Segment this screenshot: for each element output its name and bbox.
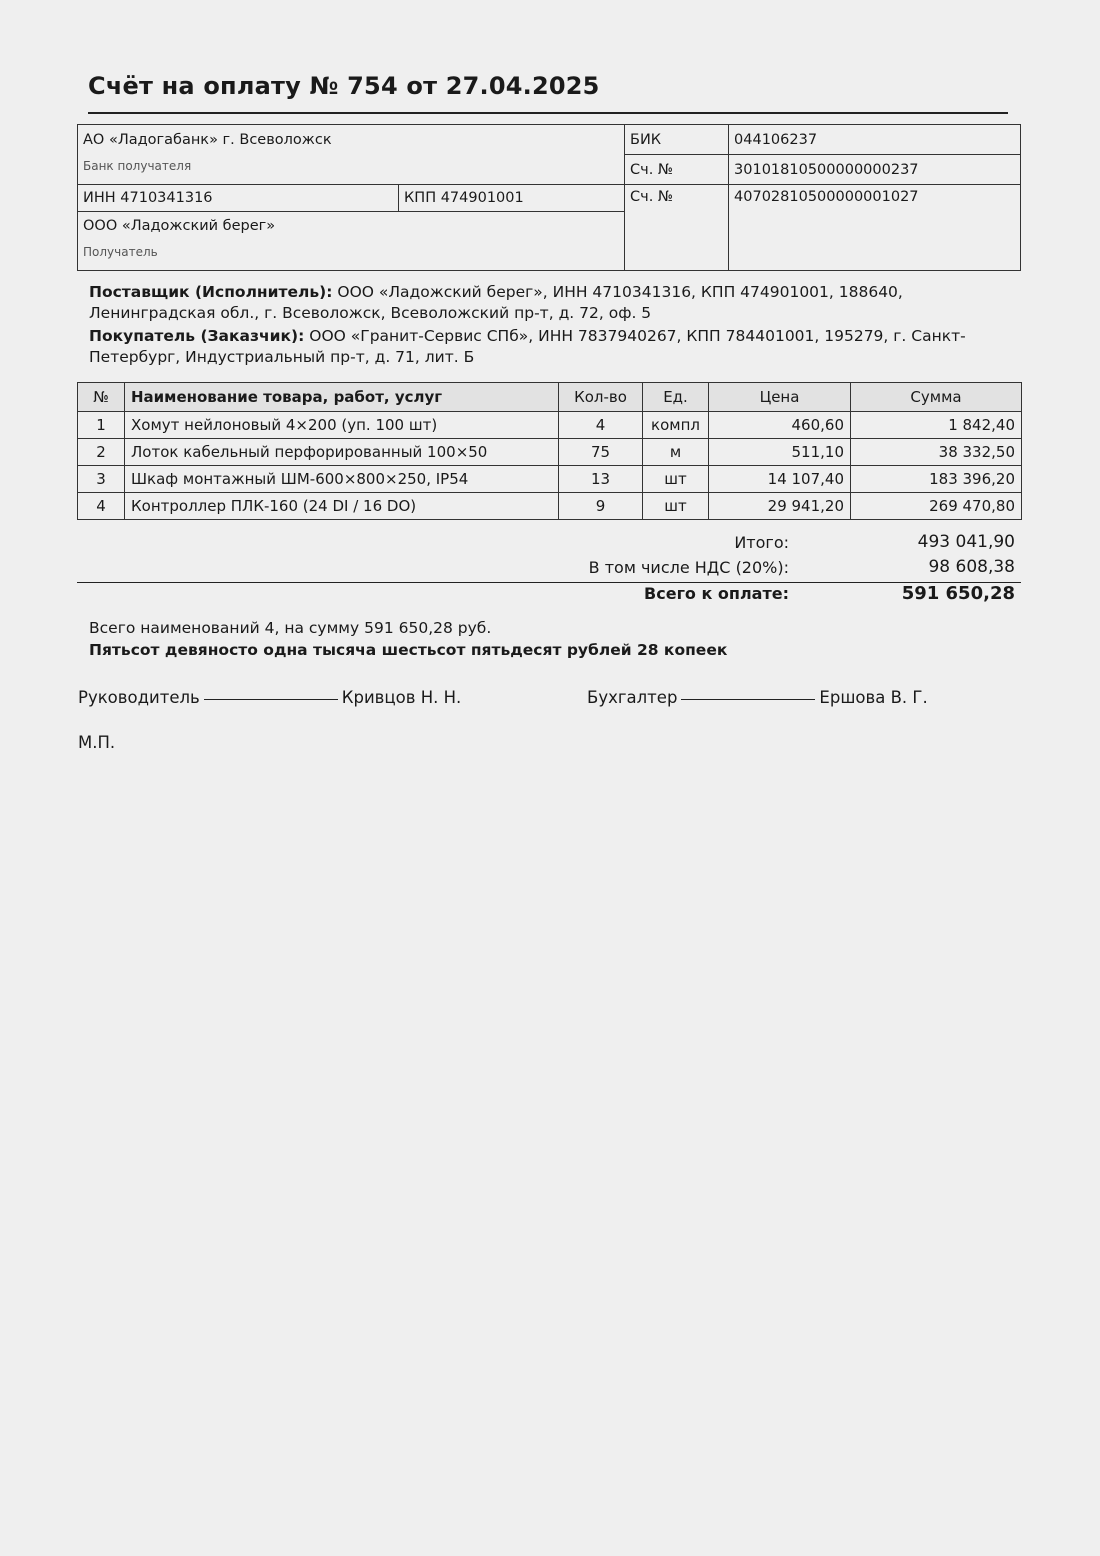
amount-in-words: Пятьсот девяносто одна тысяча шестьсот пятьдесят рублей 28 копеек bbox=[89, 641, 728, 659]
bik-value: 044106237 bbox=[729, 125, 1021, 155]
col-sum-header: Сумма bbox=[851, 383, 1022, 412]
buyer-details: ООО «Гранит-Сервис СПб», ИНН 7837940267, КПП 784401001, 195279, г. Санкт-Петербург, Индустриальный пр-т, д. 71, лит. Б bbox=[89, 327, 966, 366]
recipient-kpp: КПП 474901001 bbox=[399, 185, 625, 212]
vat-label: В том числе НДС (20%): bbox=[588, 558, 789, 577]
bank-details-table bbox=[77, 124, 1021, 271]
recipient-inn: ИНН 4710341316 bbox=[78, 185, 399, 212]
col-name-header: Наименование товара, работ, услуг bbox=[125, 383, 559, 412]
account-value: 40702810500000001027 bbox=[729, 185, 1021, 271]
vat-row bbox=[77, 557, 1021, 582]
signature-line bbox=[681, 699, 815, 700]
item-name: Шкаф монтажный ШМ-600×800×250, IP54 bbox=[125, 466, 559, 493]
signature-line bbox=[204, 699, 338, 700]
totals-block bbox=[77, 532, 1021, 608]
col-num-header: № bbox=[78, 383, 125, 412]
subtotal-label: Итого: bbox=[734, 533, 789, 552]
item-sum: 38 332,50 bbox=[851, 439, 1022, 466]
recipient-name: ООО «Ладожский берег» bbox=[78, 212, 625, 241]
item-num: 1 bbox=[78, 412, 125, 439]
bik-label: БИК bbox=[625, 125, 729, 155]
supplier-line bbox=[89, 282, 1019, 324]
item-qty: 4 bbox=[559, 412, 643, 439]
item-sum: 1 842,40 bbox=[851, 412, 1022, 439]
accountant-signature bbox=[587, 688, 928, 707]
items-header-row bbox=[78, 383, 1022, 412]
item-price: 460,60 bbox=[709, 412, 851, 439]
subtotal-row bbox=[77, 532, 1021, 557]
item-price: 14 107,40 bbox=[709, 466, 851, 493]
col-unit-header: Ед. bbox=[643, 383, 709, 412]
director-name: Кривцов Н. Н. bbox=[341, 688, 462, 707]
recipient-caption: Получатель bbox=[78, 241, 625, 271]
item-num: 2 bbox=[78, 439, 125, 466]
director-label: Руководитель bbox=[78, 688, 200, 707]
item-name: Хомут нейлоновый 4×200 (уп. 100 шт) bbox=[125, 412, 559, 439]
item-unit: шт bbox=[643, 466, 709, 493]
item-price: 511,10 bbox=[709, 439, 851, 466]
title-divider bbox=[88, 112, 1008, 114]
parties-block bbox=[89, 282, 1019, 370]
subtotal-value: 493 041,90 bbox=[917, 532, 1015, 552]
table-row bbox=[78, 439, 1022, 466]
invoice-title: Счёт на оплату № 754 от 27.04.2025 bbox=[88, 72, 600, 100]
stamp-place: М.П. bbox=[78, 733, 116, 752]
item-sum: 269 470,80 bbox=[851, 493, 1022, 520]
items-count-line: Всего наименований 4, на сумму 591 650,28 руб. bbox=[89, 619, 492, 637]
supplier-label: Поставщик (Исполнитель): bbox=[89, 283, 333, 301]
item-unit: компл bbox=[643, 412, 709, 439]
item-num: 4 bbox=[78, 493, 125, 520]
director-signature bbox=[78, 688, 461, 707]
item-unit: шт bbox=[643, 493, 709, 520]
buyer-line bbox=[89, 326, 1019, 368]
account-label: Сч. № bbox=[625, 185, 729, 271]
col-qty-header: Кол-во bbox=[559, 383, 643, 412]
total-label: Всего к оплате: bbox=[644, 584, 789, 603]
table-row bbox=[78, 466, 1022, 493]
item-qty: 9 bbox=[559, 493, 643, 520]
accountant-name: Ершова В. Г. bbox=[819, 688, 928, 707]
supplier-details: ООО «Ладожский берег», ИНН 4710341316, КПП 474901001, 188640, Ленинградская обл., г. Всеволожск, Всеволожский пр-т, д. 72, оф. 5 bbox=[89, 283, 903, 322]
item-num: 3 bbox=[78, 466, 125, 493]
total-row bbox=[77, 583, 1021, 608]
total-value: 591 650,28 bbox=[901, 583, 1015, 604]
item-sum: 183 396,20 bbox=[851, 466, 1022, 493]
bank-caption: Банк получателя bbox=[78, 155, 625, 185]
item-qty: 13 bbox=[559, 466, 643, 493]
item-qty: 75 bbox=[559, 439, 643, 466]
accountant-label: Бухгалтер bbox=[587, 688, 678, 707]
buyer-label: Покупатель (Заказчик): bbox=[89, 327, 305, 345]
table-row bbox=[78, 412, 1022, 439]
corr-account-value: 30101810500000000237 bbox=[729, 155, 1021, 185]
table-row bbox=[78, 493, 1022, 520]
bank-name: АО «Ладогабанк» г. Всеволожск bbox=[78, 125, 625, 155]
item-price: 29 941,20 bbox=[709, 493, 851, 520]
summary-block bbox=[89, 617, 1019, 661]
item-name: Контроллер ПЛК-160 (24 DI / 16 DO) bbox=[125, 493, 559, 520]
corr-account-label: Сч. № bbox=[625, 155, 729, 185]
items-table bbox=[77, 382, 1022, 520]
vat-value: 98 608,38 bbox=[928, 557, 1015, 577]
item-unit: м bbox=[643, 439, 709, 466]
item-name: Лоток кабельный перфорированный 100×50 bbox=[125, 439, 559, 466]
col-price-header: Цена bbox=[709, 383, 851, 412]
